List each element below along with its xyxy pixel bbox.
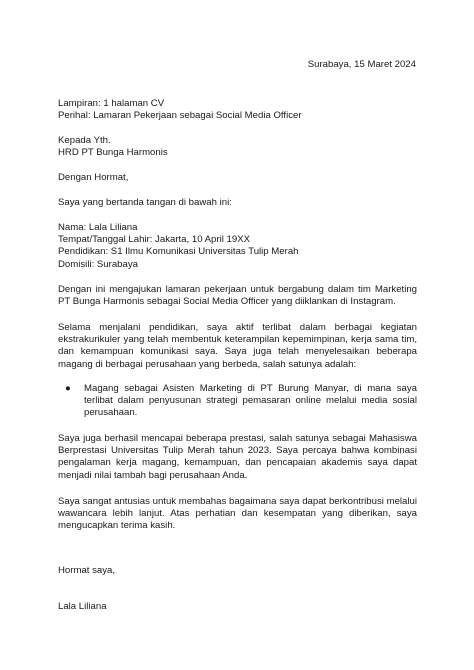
- letter-date: Surabaya, 15 Maret 2024: [307, 59, 416, 70]
- attachment-line: Lampiran: 1 halaman CV: [58, 98, 165, 109]
- identity-domicile: Domisili: Surabaya: [58, 258, 138, 270]
- paragraph-3: Saya juga berhasil mencapai beberapa prestasi, salah satunya sebagai Mahasiswa Berprestasi Universitas Tulip Merah tahun 2023. Saya percaya bahwa kombinasi pengalaman kerja magang, kemampuan, dan pencapaian akademis saya dapat menjadi nilai tambah bagi perusahaan Anda.: [58, 433, 417, 481]
- salutation: Dengan Hormat,: [58, 172, 129, 183]
- paragraph-4: Saya sangat antusias untuk membahas bagaimana saya dapat berkontribusi melalui wawancara lebih lanjut. Atas perhatian dan kesempatan yang diberikan, saya mengucapkan terima kasih.: [58, 496, 417, 532]
- identity-block: [58, 222, 417, 271]
- bullet-text: Magang sebagai Asisten Marketing di PT Burung Manyar, di mana saya terlibat dalam penyusunan strategi pemasaran online melalui media sosial perusahaan.: [84, 383, 417, 419]
- bullet-item: [58, 383, 417, 420]
- signature-name: Lala Liliana: [58, 601, 107, 612]
- recipient-line-2: HRD PT Bunga Harmonis: [58, 147, 168, 159]
- bullet-dot-icon: ●: [65, 383, 71, 394]
- paragraph-2: Selama menjalani pendidikan, saya aktif terlibat dalam berbagai kegiatan ekstrakurikuler yang telah membentuk keterampilan kepemimpinan, kerja sama tim, dan kemampuan komunikasi saya. Saya juga telah menyelesaikan beberapa magang di berbagai perusahaan yang berbeda, salah satunya adalah:: [58, 322, 417, 370]
- identity-birth: Tempat/Tanggal Lahir: Jakarta, 10 April 19XX: [58, 234, 250, 246]
- recipient: [58, 135, 417, 159]
- recipient-line-1: Kepada Yth.: [58, 135, 111, 146]
- intro-line: Saya yang bertanda tangan di bawah ini:: [58, 197, 232, 208]
- paragraph-1: Dengan ini mengajukan lamaran pekerjaan untuk bergabung dalam tim Marketing PT Bunga Harmonis sebagai Social Media Officer yang diiklankan di Instagram.: [58, 284, 417, 308]
- closing: Hormat saya,: [58, 565, 116, 576]
- identity-education: Pendidikan: S1 Ilmu Komunikasi Universitas Tulip Merah: [58, 246, 299, 258]
- subject-line: Perihal: Lamaran Pekerjaan sebagai Social Media Officer: [58, 110, 302, 122]
- identity-name: Nama: Lala Liliana: [58, 222, 138, 233]
- letter-header: [58, 98, 417, 122]
